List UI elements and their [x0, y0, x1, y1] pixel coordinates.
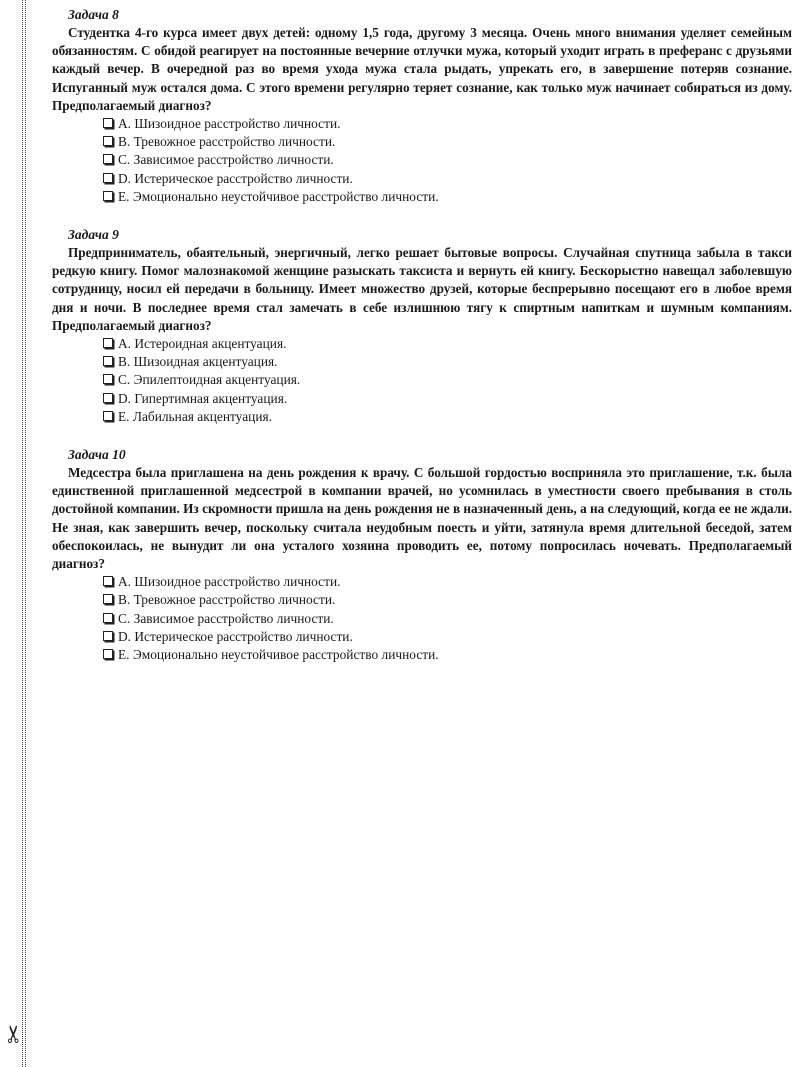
answer-option-b[interactable] [103, 133, 792, 151]
answer-option-a[interactable] [103, 573, 792, 591]
answer-option-c[interactable] [103, 151, 792, 169]
answer-option-a[interactable] [103, 115, 792, 133]
checkbox-icon[interactable] [103, 173, 113, 183]
cut-line [22, 0, 23, 1067]
checkbox-icon[interactable] [103, 374, 113, 384]
answer-option-e[interactable] [103, 646, 792, 664]
answer-option-b[interactable] [103, 353, 792, 371]
option-label: A. Шизоидное расстройство личности. [118, 574, 341, 590]
page-content [52, 6, 792, 684]
checkbox-icon[interactable] [103, 154, 113, 164]
task-title: Задача 10 [68, 447, 126, 463]
option-label: A. Истероидная акцентуация. [118, 336, 287, 352]
option-label: E. Эмоционально неустойчивое расстройство личности. [118, 188, 439, 204]
task-9 [52, 226, 792, 426]
answer-options [52, 573, 792, 664]
answer-option-e[interactable] [103, 408, 792, 426]
answer-options [52, 115, 792, 206]
scissors-icon: ✂ [0, 1023, 29, 1045]
option-label: C. Зависимое расстройство личности. [118, 610, 334, 626]
checkbox-icon[interactable] [103, 191, 113, 201]
answer-option-a[interactable] [103, 335, 792, 353]
option-label: D. Гипертимная акцентуация. [118, 390, 288, 406]
option-label: E. Лабильная акцентуация. [118, 408, 272, 424]
answer-option-e[interactable] [103, 188, 792, 206]
option-label: B. Тревожное расстройство личности. [118, 134, 336, 150]
answer-option-c[interactable] [103, 610, 792, 628]
task-text: Предприниматель, обаятельный, энергичный, легко решает бытовые вопросы. Случайная спутница забыла в такси редкую книгу. Помог малознакомой женщине разыскать таксиста и вернуть ей книгу. Бескорыстно навещал заболевшую сотрудницу, носил ей передачи в больницу. Имеет множество друзей, которые беспрерывно посещают его в любое время дня и ночи. В последнее время стал замечать в себе излишнюю тягу к спиртным напиткам и шумным компаниям. Предполагаемый диагноз? [52, 245, 792, 333]
checkbox-icon[interactable] [103, 356, 113, 366]
answer-option-d[interactable] [103, 390, 792, 408]
answer-option-d[interactable] [103, 170, 792, 188]
task-title: Задача 9 [68, 227, 119, 243]
option-label: B. Тревожное расстройство личности. [118, 592, 336, 608]
checkbox-icon[interactable] [103, 649, 113, 659]
option-label: B. Шизоидная акцентуация. [118, 354, 278, 370]
checkbox-icon[interactable] [103, 118, 113, 128]
answer-options [52, 335, 792, 426]
task-10 [52, 446, 792, 664]
checkbox-icon[interactable] [103, 576, 113, 586]
checkbox-icon[interactable] [103, 594, 113, 604]
option-label: D. Истерическое расстройство личности. [118, 628, 353, 644]
option-label: E. Эмоционально неустойчивое расстройство личности. [118, 647, 439, 663]
checkbox-icon[interactable] [103, 631, 113, 641]
task-text: Медсестра была приглашена на день рождения к врачу. С большой гордостью восприняла это приглашение, т.к. была единственной приглашенной медсестрой в компании врачей, но усомнилась в уместности своего пребывания в столь достойной компании. Из скромности пришла на день рождения не в назначенный день, а на следующий, когда ее не ждали. Не зная, как завершить вечер, поскольку считала неудобным поесть и уйти, затянула время длительной беседой, затем обеспокоилась, не вынудит ли она усталого хозяина проводить ее, потому попросилась ночевать. Предполагаемый диагноз? [52, 465, 792, 572]
option-label: D. Истерическое расстройство личности. [118, 170, 353, 186]
answer-option-c[interactable] [103, 371, 792, 389]
checkbox-icon[interactable] [103, 136, 113, 146]
option-label: C. Эпилептоидная акцентуация. [118, 372, 301, 388]
answer-option-d[interactable] [103, 628, 792, 646]
task-8 [52, 6, 792, 206]
task-title: Задача 8 [68, 7, 119, 22]
checkbox-icon[interactable] [103, 613, 113, 623]
option-label: C. Зависимое расстройство личности. [118, 152, 334, 168]
checkbox-icon[interactable] [103, 338, 113, 348]
checkbox-icon[interactable] [103, 411, 113, 421]
task-text: Студентка 4-го курса имеет двух детей: одному 1,5 года, другому 3 месяца. Очень много внимания уделяет семейным обязанностям. С обидой реагирует на постоянные вечерние отлучки мужа, который уходит играть в преферанс с друзьями каждый вечер. В очередной раз во время ухода мужа стала рыдать, упрекать его, в завершение потеряв сознание. Испуганный муж остался дома. С этого времени регулярно теряет сознание, как только муж начинает собираться из дому. Предполагаемый диагноз? [52, 25, 792, 113]
option-label: A. Шизоидное расстройство личности. [118, 116, 341, 132]
checkbox-icon[interactable] [103, 393, 113, 403]
answer-option-b[interactable] [103, 591, 792, 609]
